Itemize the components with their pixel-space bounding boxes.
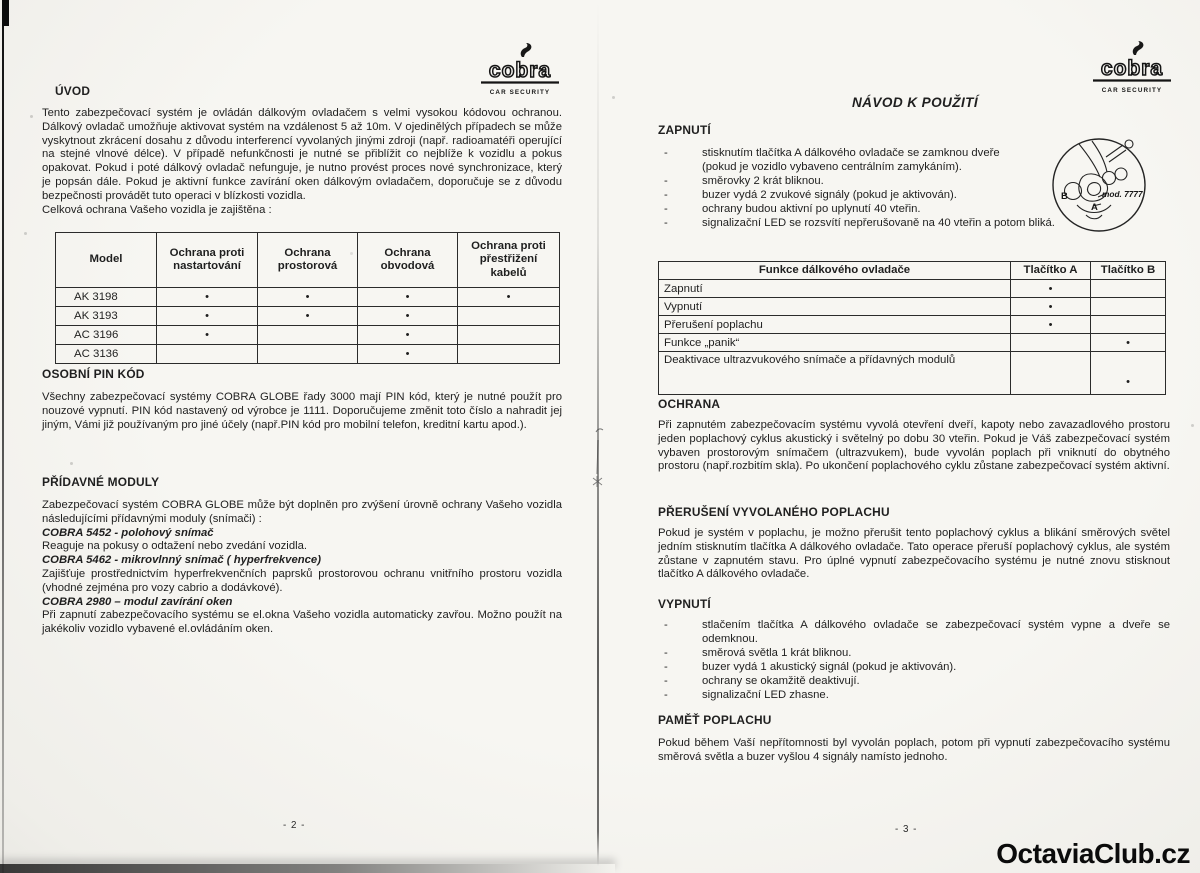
col-header-model: Model [56, 233, 157, 288]
cell-mark [458, 307, 560, 326]
scan-speck [612, 96, 615, 99]
section-heading-preruseni: PŘERUŠENÍ VYVOLANÉHO POPLACHU [658, 505, 890, 519]
cell-mark: • [157, 288, 258, 307]
module-name: COBRA 2980 – modul zavírání oken [42, 595, 233, 608]
remote-functions-table [658, 261, 1166, 395]
table-row [659, 280, 1166, 298]
col-header-tlacitko-b: Tlačítko B [1091, 262, 1166, 280]
list-item-text: buzer vydá 1 akustický signál (pokud je aktivován). [702, 660, 957, 673]
list-item-text: stisknutím tlačítka A dálkového ovladače se zamknou dveře [702, 147, 1000, 159]
cell-mark: • [358, 326, 458, 345]
scan-speck [24, 232, 27, 235]
uvod-paragraph [42, 107, 562, 217]
cobra-logo [474, 42, 566, 96]
module-desc: Zajišťuje prostřednictvím hyperfrekvenčních paprsků prostorovou ochranu vnitřního prostoru vozidla (vhodné zejména pro vozy cabrio a dodávkové). [42, 567, 562, 594]
uvod-body2: Celková ochrana Vašeho vozidla je zajištěna : [42, 203, 272, 216]
watermark: OctaviaClub.cz [996, 838, 1190, 869]
list-item-text: signalizační LED se rozsvítí nepřerušovaně na 40 vteřin a potom bliká. [702, 216, 1055, 229]
moduly-block [42, 499, 562, 637]
col-header-funkce: Funkce dálkového ovladače [659, 262, 1011, 280]
list-item [658, 661, 1170, 675]
table-row [659, 334, 1166, 352]
cell-mark [458, 326, 560, 345]
cell-mark: • [358, 345, 458, 364]
module-desc: Při zapnutí zabezpečovacího systému se el.okna Vašeho vozidla automaticky zavřou. Možno použít na jakékoliv vozidlo vybavené el.ovládáním oken. [42, 609, 562, 636]
table-row [659, 298, 1166, 316]
remote-control-illustration [1049, 135, 1149, 237]
cell-mark: • [1091, 352, 1166, 395]
list-item [658, 619, 1170, 647]
cell-mark [1011, 334, 1091, 352]
list-item-text: buzer vydá 2 zvukové signály (pokud je aktivován). [702, 188, 957, 201]
button-label-a: A [1091, 202, 1098, 213]
remote-model-label: mod. 7777 [1102, 189, 1143, 199]
scan-bottom-shadow [0, 864, 615, 873]
col-header-prostorova: Ochrana prostorová [258, 233, 358, 288]
scan-speck [30, 115, 33, 118]
col-header-tlacitko-a: Tlačítko A [1011, 262, 1091, 280]
section-heading-pamet: PAMĚŤ POPLACHU [658, 713, 772, 727]
cell-model: AC 3196 [56, 326, 157, 345]
section-heading-moduly: PŘÍDAVNÉ MODULY [42, 475, 160, 489]
ochrana-body: Při zapnutém zabezpečovacím systému vyvolá otevření dveří, kapoty nebo zavazadlového prostoru jeden poplachový cyklus akustický i světelný po dobu 30 vteřin. Pokud je Váš zabezpečovací systém vybaven prostorovým snímačem (ultrazvukem), bude vyvolán poplach při vniknutí do obytného prostoru (např.rozbitím skla). Po ukončení poplachového cyklu zůstane zabezpečovací systém aktivní. [658, 419, 1170, 473]
cell-model: AC 3136 [56, 345, 157, 364]
snake-icon [1133, 41, 1144, 55]
cell-function: Přerušení poplachu [659, 316, 1011, 334]
cell-mark: • [1091, 334, 1166, 352]
col-header-obvodova: Ochrana obvodová [358, 233, 458, 288]
scan-edge-mark [2, 0, 9, 26]
col-header-nastartovani: Ochrana proti nastartování [157, 233, 258, 288]
list-item-text: ochrany budou aktivní po uplynutí 40 vteřin. [702, 202, 921, 215]
list-item [658, 675, 1170, 689]
brand-tagline: CAR SECURITY [489, 89, 551, 96]
handwritten-scribble [588, 426, 612, 490]
section-heading-vypnuti: VYPNUTÍ [658, 597, 711, 611]
cell-mark [157, 345, 258, 364]
cell-function: Zapnutí [659, 280, 1011, 298]
table-row [56, 345, 560, 364]
module-name: COBRA 5452 - polohový snímač [42, 526, 214, 539]
list-item-text: směrová světla 1 krát bliknou. [702, 646, 852, 659]
table-header-row [56, 233, 560, 288]
cobra-logo-emblem [474, 42, 566, 86]
cell-mark: • [358, 288, 458, 307]
cell-function: Funkce „panik“ [659, 334, 1011, 352]
cell-mark [1091, 298, 1166, 316]
col-header-kabely: Ochrana proti přestřižení kabelů [458, 233, 560, 288]
section-heading-zapnuti: ZAPNUTÍ [658, 123, 711, 137]
list-item-text: stlačením tlačítka A dálkového ovladače se zabezpečovací systém vypne a dveře se odemknou. [702, 619, 1170, 645]
list-item-text: ochrany se okamžitě deaktivují. [702, 674, 860, 687]
cell-mark: • [157, 326, 258, 345]
table-row [659, 352, 1166, 395]
cell-mark: • [458, 288, 560, 307]
cell-mark: • [157, 307, 258, 326]
cell-mark [458, 345, 560, 364]
cobra-logo [1086, 40, 1178, 94]
cobra-logo-emblem [1086, 40, 1178, 84]
table-row [56, 326, 560, 345]
list-item-text: směrovky 2 krát bliknou. [702, 174, 824, 187]
button-label-b: B [1061, 191, 1068, 202]
cell-mark: • [1011, 316, 1091, 334]
cell-model: AK 3198 [56, 288, 157, 307]
cell-mark: • [1011, 280, 1091, 298]
cell-function: Vypnutí [659, 298, 1011, 316]
scan-speck [1191, 424, 1194, 427]
list-item-text: (pokud je vozidlo vybaveno centrálním zamykáním). [702, 160, 962, 173]
table-row [56, 288, 560, 307]
module-name: COBRA 5462 - mikrovlnný snímač ( hyperfrekvence) [42, 554, 321, 567]
scan-edge-line [2, 0, 4, 873]
brand-wordmark: cobra [488, 59, 552, 82]
page-number-left: - 2 - [283, 820, 306, 831]
pin-body: Všechny zabezpečovací systémy COBRA GLOBE řady 3000 mají PIN kód, který je nutné použít pro nouzové vypnutí. PIN kód nastavený od výrobce je 1111. Doporučujeme změnit toto číslo a nahradit jej jiným, Vámi již používaným pro jiné účely (např.PIN kód pro mobilní telefon, kreditní kartu apod.). [42, 391, 562, 431]
list-item [658, 689, 1170, 703]
cell-mark [1091, 316, 1166, 334]
list-item [658, 647, 1170, 661]
cell-mark: • [258, 307, 358, 326]
preruseni-body: Pokud je systém v poplachu, je možno přerušit tento poplachový cyklus a blikání směrových světel jedním stisknutím tlačítka A dálkového ovladače. Tato operace přeruší poplachový cyklus, ale systém zůstane v zapnutém stavu. Pro úplné vypnutí zabezpečovacího systému je nutné znovu stisknout tlačítko A dálkového ovladače. [658, 527, 1170, 581]
protection-matrix-table [55, 232, 560, 364]
cell-function: Deaktivace ultrazvukového snímače a přídavných modulů [659, 352, 1011, 395]
cell-mark: • [258, 288, 358, 307]
snake-icon [521, 43, 532, 57]
section-heading-ochrana: OCHRANA [658, 397, 721, 411]
cell-mark [1011, 352, 1091, 395]
cell-model: AK 3193 [56, 307, 157, 326]
section-heading-uvod: ÚVOD [55, 84, 91, 98]
moduly-intro: Zabezpečovací systém COBRA GLOBE může být doplněn pro zvýšení úrovně ochrany Vašeho vozidla následujícími přídavnými moduly (snímači) : [42, 499, 562, 525]
uvod-body: Tento zabezpečovací systém je ovládán dálkovým ovladačem s velmi vysokou kódovou ochranou. Dálkový ovladač umožňuje aktivovat systém na vzdálenost 5 až 10m. V ojedinělých případech se může vyskytnout zkrácení dosahu z důvodu interferencí vyvolaných jinými zdroji (např. radioamatéři operující na stejné vlnové délce). V případě nefunkčnosti je nutné se přiblížit co nejblíže k vozidlu a pokus opakovat. Pokud i poté dálkový ovladač nefunguje, je nutno provést proces nové synchronizace, který je popsán dále. Pokud je aktivní funkce zavírání oken dálkovým ovladačem, doporučuje se z důvodu bezpečnosti provádět tuto operaci v blízkosti vozidla. [42, 107, 562, 202]
list-item-text: signalizační LED zhasne. [702, 688, 829, 701]
page-number-right: - 3 - [895, 824, 918, 835]
table-header-row [659, 262, 1166, 280]
pamet-body: Pokud během Vaší nepřítomnosti byl vyvolán poplach, potom při vypnutí zabezpečovacího systému směrová světla a buzer vyšlou 4 signály namísto jednoho. [658, 737, 1170, 763]
cell-mark [258, 326, 358, 345]
module-desc: Reaguje na pokusy o odtažení nebo zvedání vozidla. [42, 540, 308, 553]
table-row [56, 307, 560, 326]
hand-sketch [1065, 140, 1134, 219]
cell-mark [258, 345, 358, 364]
vypnuti-list [658, 619, 1170, 702]
page-title: NÁVOD K POUŽITÍ [851, 95, 979, 110]
section-heading-pin: OSOBNÍ PIN KÓD [42, 367, 145, 381]
brand-wordmark: cobra [1100, 57, 1164, 80]
scan-speck [70, 462, 73, 465]
table-row [659, 316, 1166, 334]
brand-tagline: CAR SECURITY [1101, 87, 1163, 94]
cell-mark: • [358, 307, 458, 326]
cell-mark [1091, 280, 1166, 298]
cell-mark: • [1011, 298, 1091, 316]
